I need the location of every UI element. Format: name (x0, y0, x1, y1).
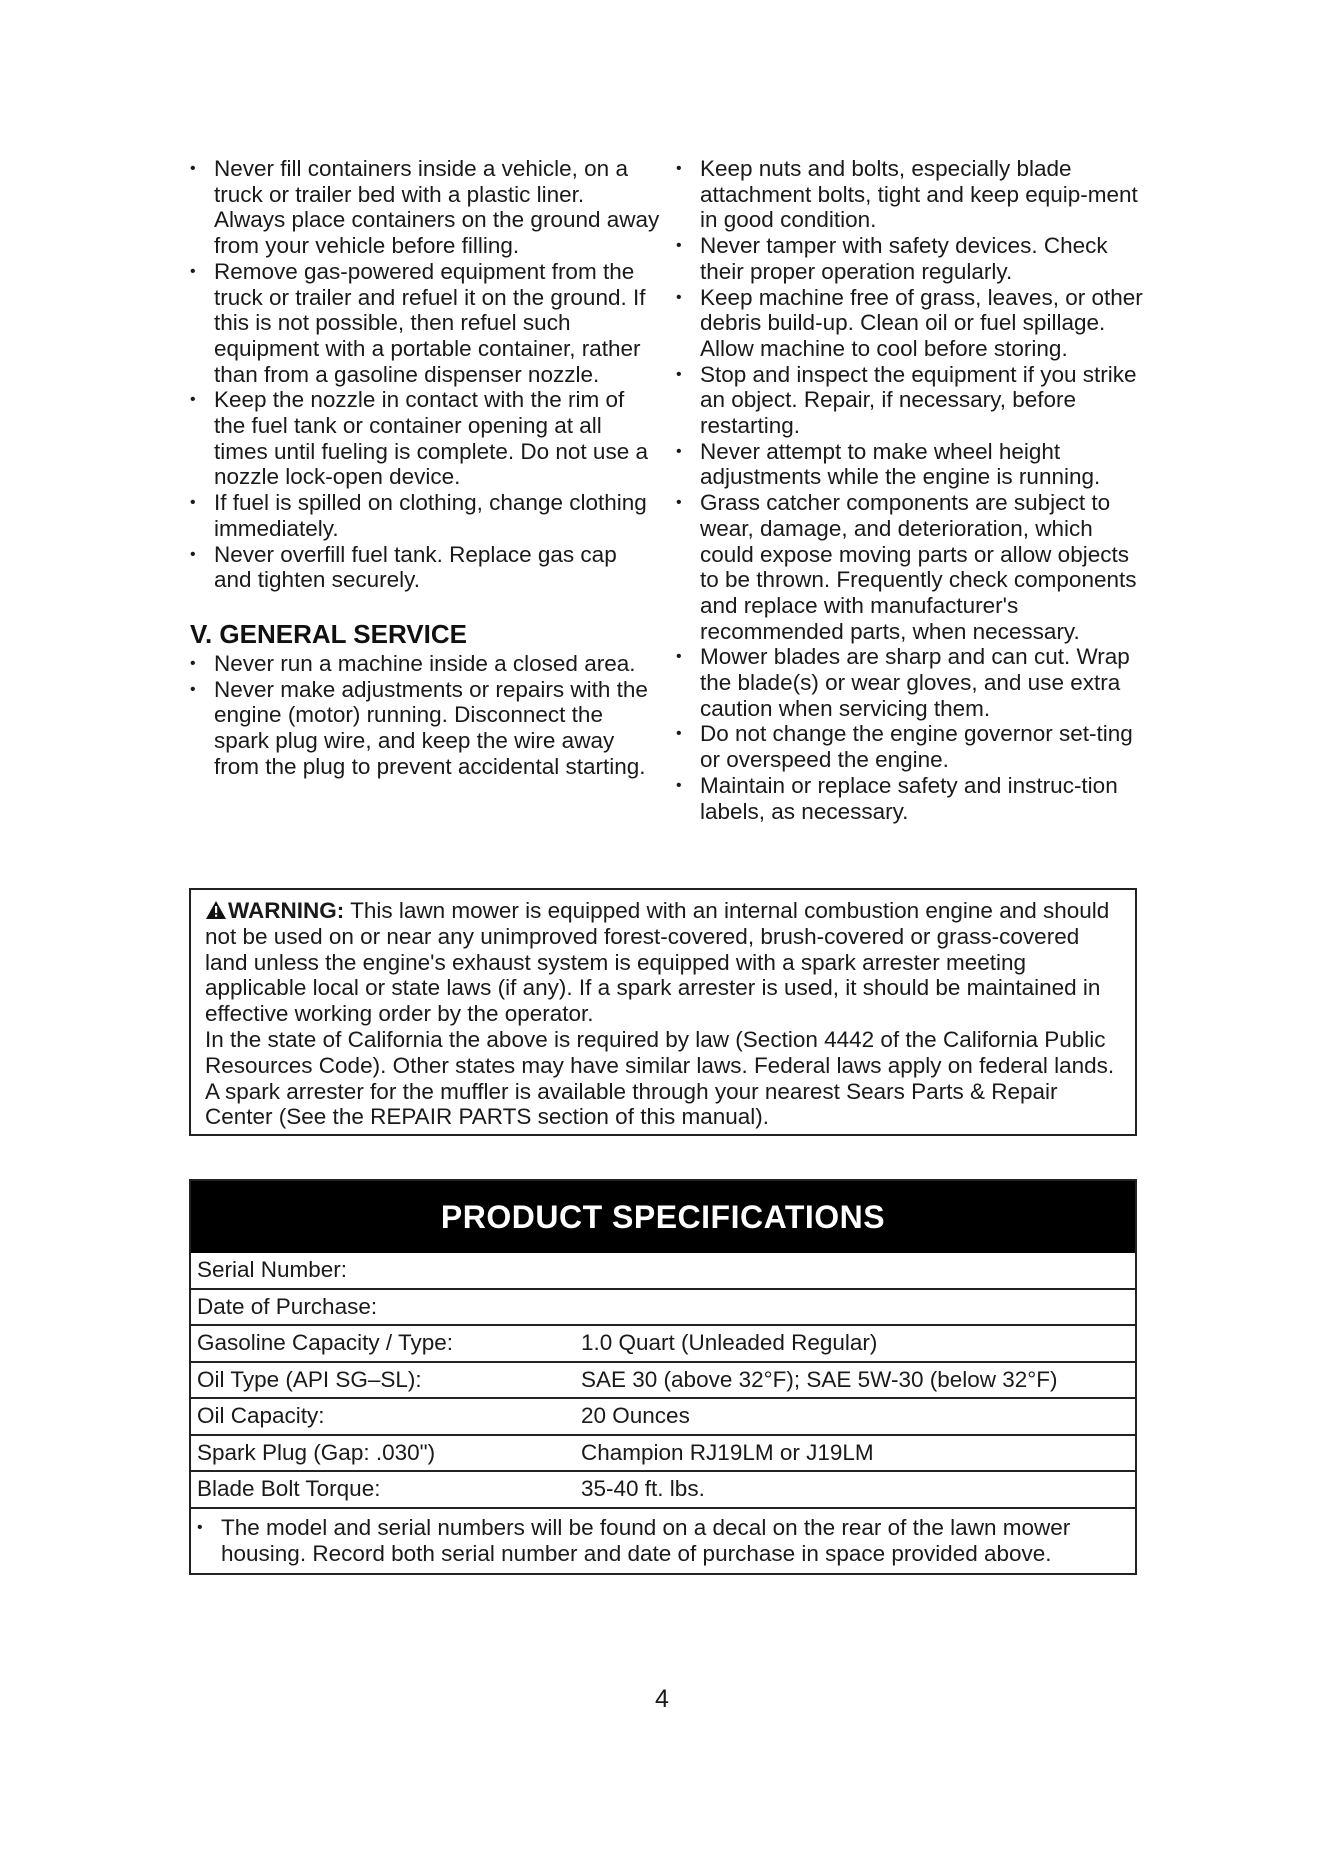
list-item: • Do not change the engine governor set-ting or overspeed the engine. (676, 721, 1146, 772)
table-row (191, 1290, 1135, 1327)
list-item: • Never fill containers inside a vehicle, on a truck or trailer bed with a plastic liner. Always place containers on the ground away from your vehicle before filling. (190, 156, 660, 259)
fuel-safety-list (190, 156, 660, 593)
spec-label: Spark Plug (Gap: .030") (197, 1439, 436, 1465)
list-item: • Mower blades are sharp and can cut. Wrap the blade(s) or wear gloves, and use extra caution when servicing them. (676, 644, 1146, 721)
spec-value: 35-40 ft. lbs. (581, 1476, 705, 1502)
product-specifications-table (189, 1179, 1137, 1575)
list-item: • Never attempt to make wheel height adjustments while the engine is running. (676, 439, 1146, 490)
list-item: • Never run a machine inside a closed area. (190, 651, 660, 677)
spec-label: Oil Type (API SG–SL): (197, 1366, 422, 1392)
spec-label: Oil Capacity: (197, 1403, 325, 1429)
list-item: • Keep the nozzle in contact with the rim of the fuel tank or container opening at all times until fueling is complete. Do not use a nozzle lock-open device. (190, 387, 660, 490)
warning-paragraph (205, 898, 1125, 1027)
warning-label: WARNING: (228, 898, 345, 923)
table-row (191, 1472, 1135, 1509)
maintenance-list (676, 156, 1146, 824)
page-number: 4 (655, 1685, 669, 1713)
warning-california-paragraph: In the state of California the above is required by law (Section 4442 of the California Public Resources Code). Other states may have similar laws. Federal laws apply on federal lands. A spark arrester for the muffler is available through your nearest Sears Parts & Repair Center (See the REPAIR PARTS section of this manual). (205, 1026, 1115, 1130)
table-row (191, 1363, 1135, 1400)
list-item: • Stop and inspect the equipment if you strike an object. Repair, if necessary, before restarting. (676, 362, 1146, 439)
table-row (191, 1253, 1135, 1290)
spec-value: 20 Ounces (581, 1403, 690, 1429)
spec-value: Champion RJ19LM or J19LM (581, 1439, 874, 1465)
list-item: • Grass catcher components are subject to wear, damage, and deterioration, which could expose moving parts or allow objects to be thrown. Frequently check components and replace with manufacturer's recommended parts, when necessary. (676, 490, 1146, 644)
list-item: • Maintain or replace safety and instruc-tion labels, as necessary. (676, 773, 1146, 824)
general-service-list (190, 651, 660, 780)
spec-label: Serial Number: (197, 1257, 348, 1283)
spec-note (191, 1509, 1135, 1573)
section-heading-general-service: V. GENERAL SERVICE (190, 618, 467, 649)
list-item: • Keep nuts and bolts, especially blade attachment bolts, tight and keep equip-ment in good condition. (676, 156, 1146, 233)
table-row (191, 1326, 1135, 1363)
table-row (191, 1399, 1135, 1436)
list-item: • If fuel is spilled on clothing, change clothing immediately. (190, 490, 660, 541)
right-column (676, 156, 1146, 824)
list-item: • Never overfill fuel tank. Replace gas cap and tighten securely. (190, 542, 660, 593)
warning-triangle-icon (205, 900, 227, 920)
list-item: • Never make adjustments or repairs with the engine (motor) running. Disconnect the spark plug wire, and keep the wire away from the plug to prevent accidental starting. (190, 677, 660, 780)
specifications-title: PRODUCT SPECIFICATIONS (191, 1181, 1135, 1253)
table-row (191, 1436, 1135, 1473)
list-item: • Never tamper with safety devices. Check their proper operation regularly. (676, 233, 1146, 284)
list-item: • Remove gas-powered equipment from the truck or trailer and refuel it on the ground. If this is not possible, then refuel such equipment with a portable container, rather than from a gasoline dispenser nozzle. (190, 259, 660, 388)
spec-value: SAE 30 (above 32°F); SAE 5W-30 (below 32°F) (581, 1366, 1058, 1392)
spec-label: Gasoline Capacity / Type: (197, 1330, 453, 1356)
spec-label: Date of Purchase: (197, 1293, 378, 1319)
warning-text: This lawn mower is equipped with an internal combustion engine and should not be used on or near any unimproved forest-covered, brush-covered or grass-covered land unless the engine's exhaust system is equipped with a spark arrester meeting applicable local or state laws (if any). If a spark arrester is used, it should be maintained in effective working order by the operator. (205, 898, 1110, 1027)
spec-value: 1.0 Quart (Unleaded Regular) (581, 1330, 878, 1356)
list-item: • Keep machine free of grass, leaves, or other debris build-up. Clean oil or fuel spillage. Allow machine to cool before storing. (676, 285, 1146, 362)
list-item: • The model and serial numbers will be found on a decal on the rear of the lawn mower housing. Record both serial number and date of purchase in space provided above. (197, 1515, 1129, 1567)
warning-box (189, 888, 1137, 1136)
left-column (190, 156, 660, 779)
spec-label: Blade Bolt Torque: (197, 1476, 381, 1502)
